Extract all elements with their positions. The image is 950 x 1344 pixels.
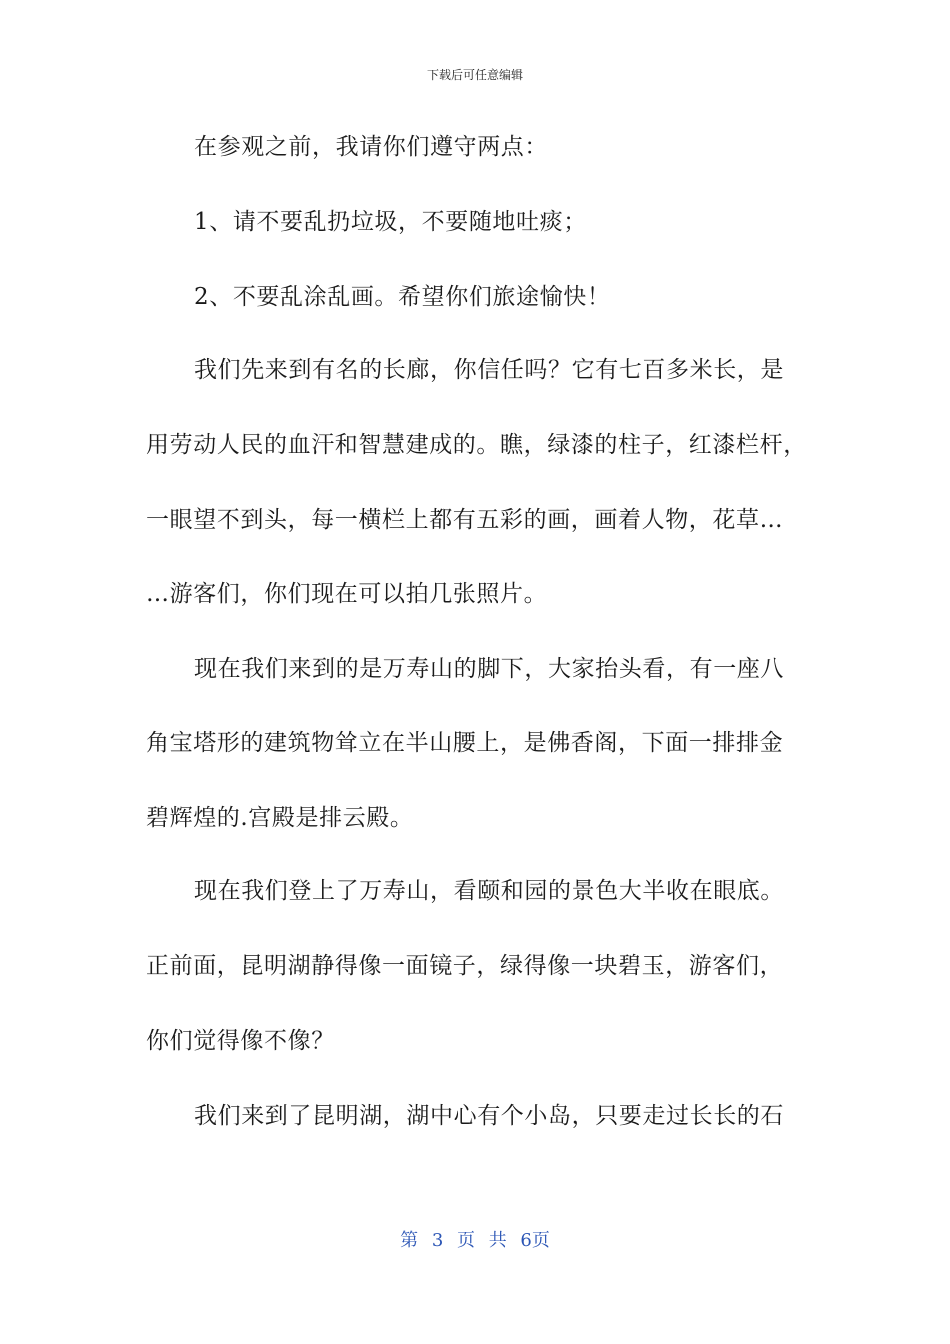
paragraph-line: 角宝塔形的建筑物耸立在半山腰上，是佛香阁，下面一排排金 <box>146 730 784 756</box>
paragraph-line: 现在我们登上了万寿山，看颐和园的景色大半收在眼底。 <box>194 878 784 904</box>
page-number-footer: 第 3 页 共 6页 <box>400 1230 550 1251</box>
paragraph-line: 我们先来到有名的长廊，你信任吗？它有七百多米长，是 <box>194 357 784 383</box>
paragraph-line: 用劳动人民的血汗和智慧建成的。瞧，绿漆的柱子，红漆栏杆， <box>146 432 807 458</box>
paragraph-line: 一眼望不到头，每一横栏上都有五彩的画，画着人物，花草… <box>146 507 784 533</box>
paragraph-line: 在参观之前，我请你们遵守两点： <box>194 134 548 160</box>
paragraph-line: …游客们，你们现在可以拍几张照片。 <box>146 581 548 607</box>
paragraph-line: 你们觉得像不像？ <box>146 1028 335 1054</box>
paragraph-line: 碧辉煌的.宫殿是排云殿。 <box>146 805 414 831</box>
paragraph-line: 2、不要乱涂乱画。希望你们旅途愉快！ <box>194 284 611 310</box>
paragraph-line: 1、请不要乱扔垃圾，不要随地吐痰； <box>194 209 587 235</box>
paragraph-line: 正前面，昆明湖静得像一面镜子，绿得像一块碧玉，游客们， <box>146 953 784 979</box>
paragraph-line: 现在我们来到的是万寿山的脚下，大家抬头看，有一座八 <box>194 656 784 682</box>
page-header: 下载后可任意编辑 <box>426 68 523 82</box>
paragraph-line: 我们来到了昆明湖，湖中心有个小岛，只要走过长长的石 <box>194 1103 784 1129</box>
